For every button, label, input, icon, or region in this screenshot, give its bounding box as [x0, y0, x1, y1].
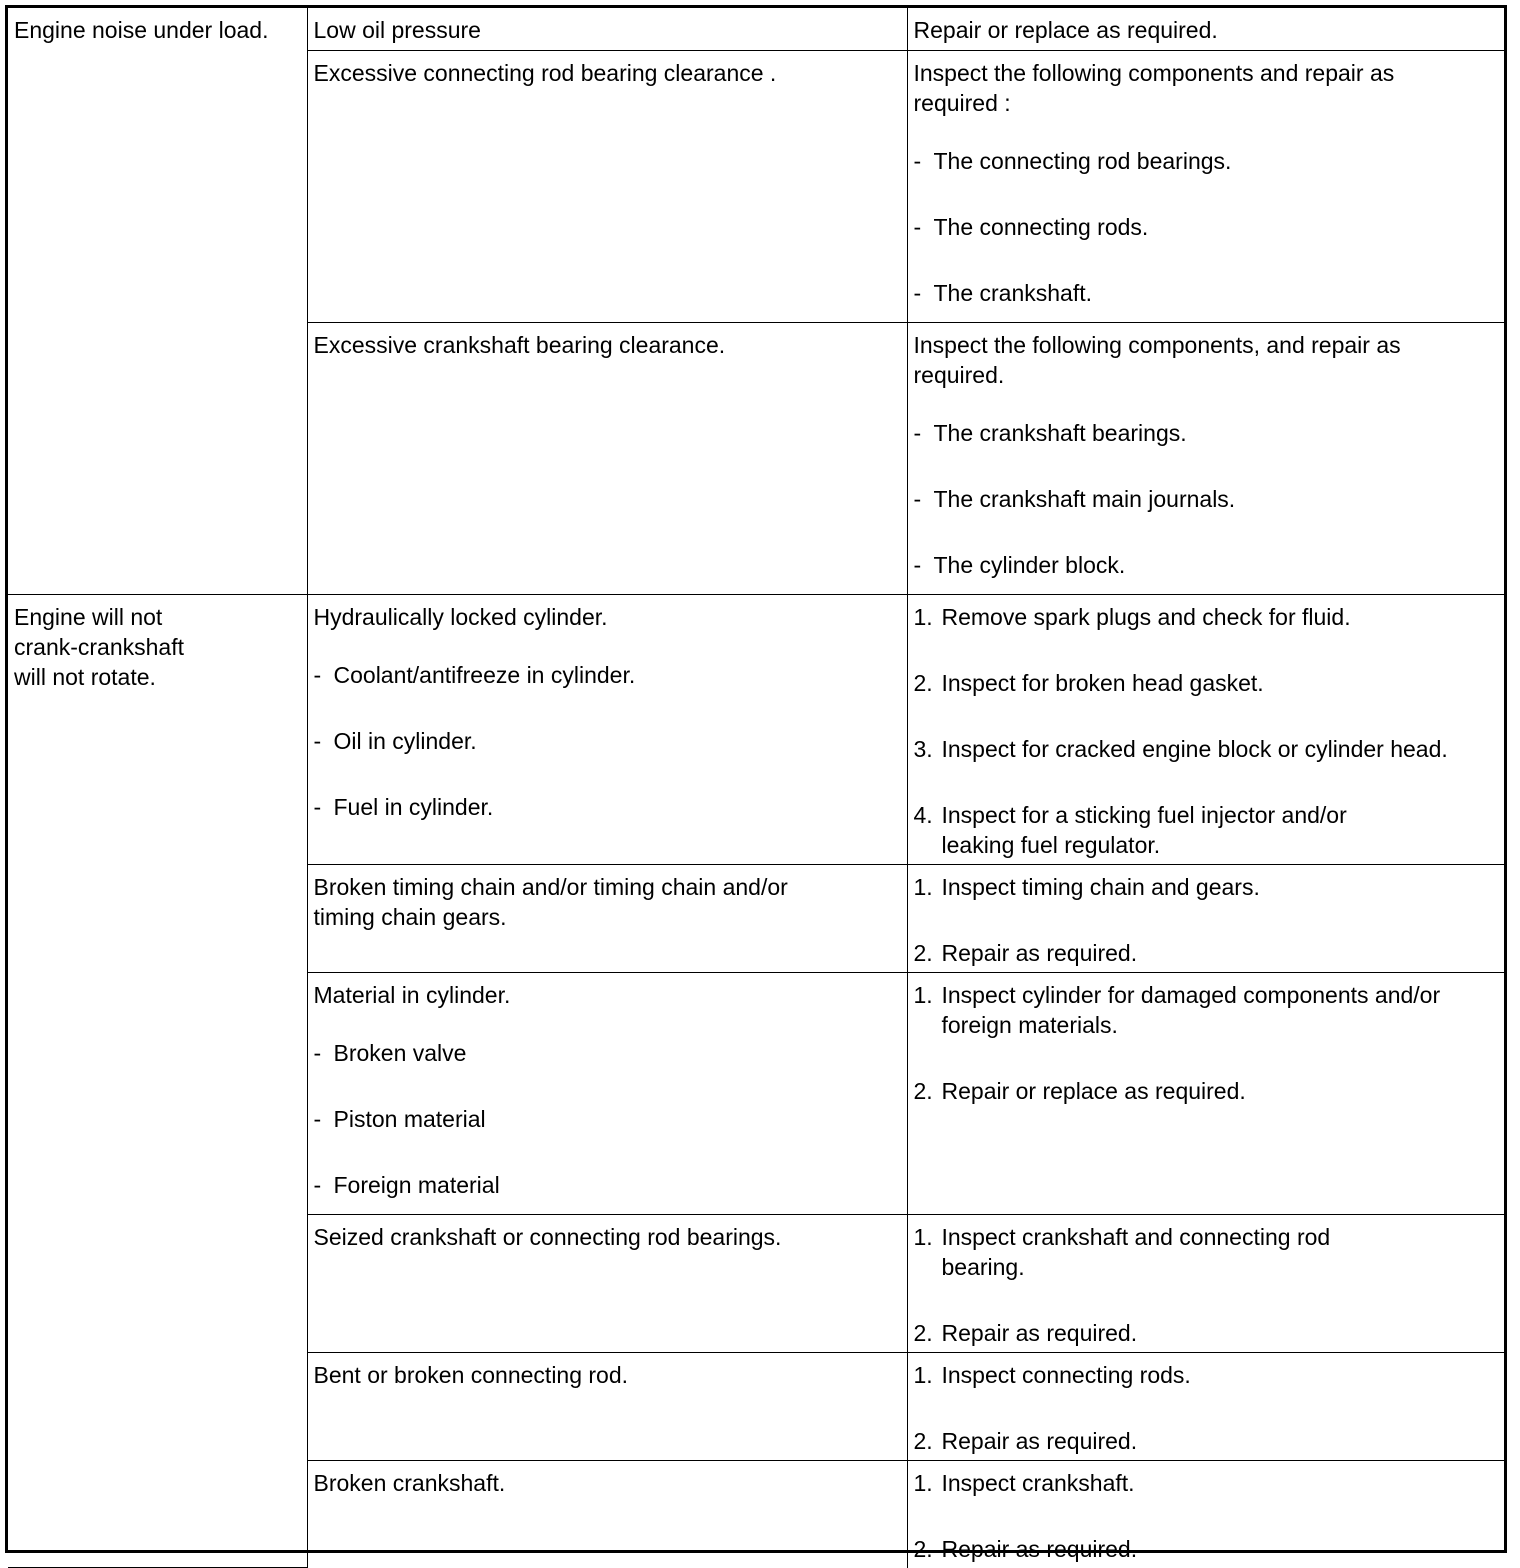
cause-cell	[307, 594, 907, 864]
step-number: 4.	[913, 801, 933, 828]
list-item	[914, 1076, 1499, 1106]
step-number: 2.	[913, 1427, 933, 1454]
correction-text: Inspect the following components, and repair as	[913, 331, 1401, 358]
correction-cell	[907, 1214, 1504, 1352]
bullet-text: Foreign material	[333, 1171, 500, 1198]
list-item: - Piston material	[313, 1105, 486, 1132]
list-item: - Coolant/antifreeze in cylinder.	[313, 661, 636, 688]
list-item	[914, 1426, 1499, 1456]
step-number: 2.	[913, 1077, 933, 1104]
cause-cell	[307, 322, 907, 594]
step-number: 1.	[913, 1223, 933, 1250]
list-item	[914, 668, 1499, 698]
list-item	[914, 1468, 1499, 1498]
step-number: 1.	[913, 603, 933, 630]
diagnostic-table-frame	[5, 5, 1507, 1562]
cause-cell	[307, 864, 907, 972]
list-item	[914, 1360, 1499, 1390]
cause-cell	[307, 1460, 907, 1568]
bullet-text: The crankshaft.	[933, 279, 1093, 306]
list-item: - The crankshaft.	[913, 279, 1093, 306]
diagnostic-table	[8, 8, 1504, 1568]
bullet-text: Piston material	[333, 1105, 486, 1132]
step-text: bearing.	[941, 1253, 1025, 1280]
list-item: - The crankshaft main journals.	[913, 485, 1236, 512]
table-row	[8, 594, 1504, 864]
list-item	[914, 1222, 1499, 1282]
cause-cell	[307, 1214, 907, 1352]
cause-cell	[307, 972, 907, 1214]
list-item	[914, 602, 1499, 632]
bullet-text: Coolant/antifreeze in cylinder.	[333, 661, 636, 688]
list-item: - The connecting rods.	[913, 213, 1149, 240]
step-number: 3.	[913, 735, 933, 762]
list-item: - Oil in cylinder.	[313, 727, 477, 754]
step-number: 1.	[913, 873, 933, 900]
step-number: 1.	[913, 1361, 933, 1388]
cause-cell	[307, 1352, 907, 1460]
step-text: Inspect crankshaft.	[941, 1469, 1135, 1496]
correction-cell	[907, 50, 1504, 322]
correction-cell	[907, 322, 1504, 594]
step-text: Inspect connecting rods.	[941, 1361, 1191, 1388]
condition-text: crank-crankshaft	[14, 633, 185, 660]
step-text: Remove spark plugs and check for fluid.	[941, 603, 1351, 630]
step-number: 1.	[913, 1469, 933, 1496]
step-text: Inspect for broken head gasket.	[941, 669, 1264, 696]
correction-text: required :	[913, 89, 1011, 116]
list-item	[914, 800, 1499, 860]
condition-text: Engine will not	[14, 603, 163, 630]
cause-text: Excessive connecting rod bearing clearance .	[313, 59, 777, 86]
list-item	[914, 734, 1499, 764]
condition-text: Engine noise under load.	[14, 17, 269, 43]
correction-text: Inspect the following components and repair as	[913, 59, 1395, 86]
list-item: - The cylinder block.	[913, 551, 1126, 578]
step-text: Repair as required.	[941, 1535, 1138, 1562]
step-number: 2.	[913, 939, 933, 966]
cause-text: Broken timing chain and/or timing chain and/or	[313, 873, 788, 900]
correction-cell	[907, 1352, 1504, 1460]
step-number: 2.	[913, 669, 933, 696]
list-item	[914, 872, 1499, 902]
bullet-text: Fuel in cylinder.	[333, 793, 494, 820]
correction-cell	[907, 972, 1504, 1214]
bullet-text: The crankshaft bearings.	[933, 419, 1187, 446]
correction-text: required.	[913, 361, 1005, 388]
step-text: Repair or replace as required.	[941, 1077, 1246, 1104]
cause-cell	[307, 8, 907, 50]
step-text: Inspect crankshaft and connecting rod	[941, 1223, 1331, 1250]
list-item: - Broken valve	[313, 1039, 467, 1066]
list-item: - Fuel in cylinder.	[313, 793, 494, 820]
step-number: 1.	[913, 981, 933, 1008]
bullet-text: Oil in cylinder.	[333, 727, 477, 754]
list-item: - The crankshaft bearings.	[913, 419, 1187, 446]
correction-text: Repair or replace as required.	[913, 17, 1218, 43]
condition-cell	[8, 8, 307, 594]
list-item: - The connecting rod bearings.	[913, 147, 1232, 174]
cause-text: Bent or broken connecting rod.	[313, 1361, 629, 1388]
cause-text: Material in cylinder.	[313, 981, 511, 1008]
step-text: Repair as required.	[941, 1319, 1138, 1346]
correction-cell	[907, 1460, 1504, 1568]
step-text: leaking fuel regulator.	[941, 831, 1161, 858]
step-text: Inspect timing chain and gears.	[941, 873, 1260, 900]
bullet-text: The connecting rods.	[933, 213, 1149, 240]
cause-text: Seized crankshaft or connecting rod bearings.	[313, 1223, 782, 1250]
table-row	[8, 8, 1504, 50]
list-item	[914, 1534, 1499, 1564]
condition-text: will not rotate.	[14, 663, 156, 690]
bullet-text: The crankshaft main journals.	[933, 485, 1236, 512]
step-text: Inspect cylinder for damaged components and/or	[941, 981, 1441, 1008]
bullet-text: The connecting rod bearings.	[933, 147, 1232, 174]
condition-cell	[8, 594, 307, 1568]
cause-text: Hydraulically locked cylinder.	[313, 603, 608, 630]
correction-cell	[907, 594, 1504, 864]
step-number: 2.	[913, 1535, 933, 1562]
cause-text: Excessive crankshaft bearing clearance.	[313, 331, 726, 358]
step-text: Repair as required.	[941, 1427, 1138, 1454]
step-text: foreign materials.	[941, 1011, 1118, 1038]
cause-text: Low oil pressure	[313, 17, 481, 43]
list-item	[914, 1318, 1499, 1348]
bullet-text: The cylinder block.	[933, 551, 1126, 578]
cause-text: timing chain gears.	[313, 903, 507, 930]
step-text: Repair as required.	[941, 939, 1138, 966]
list-item: - Foreign material	[313, 1171, 500, 1198]
list-item	[914, 938, 1499, 968]
correction-cell	[907, 864, 1504, 972]
bullet-text: Broken valve	[333, 1039, 467, 1066]
step-number: 2.	[913, 1319, 933, 1346]
step-text: Inspect for cracked engine block or cylinder head.	[941, 735, 1448, 762]
correction-cell	[907, 8, 1504, 50]
step-text: Inspect for a sticking fuel injector and/or	[941, 801, 1347, 828]
cause-cell	[307, 50, 907, 322]
list-item	[914, 980, 1499, 1040]
cause-text: Broken crankshaft.	[313, 1469, 506, 1496]
